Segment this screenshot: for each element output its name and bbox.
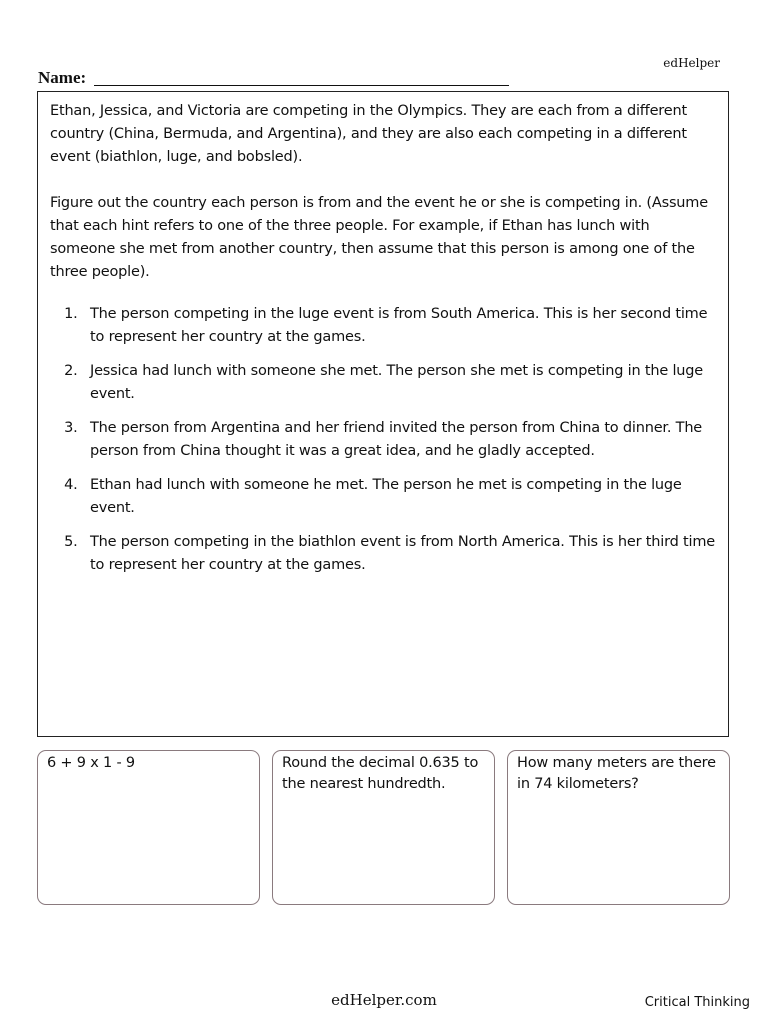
problem-text: 6 + 9 x 1 - 9 [47, 755, 135, 771]
problem-card-conversion [507, 750, 730, 905]
problem-card-rounding [272, 750, 495, 905]
problem-text: Round the decimal 0.635 to the nearest hundredth. [282, 755, 479, 792]
name-label: Name: [38, 68, 87, 87]
footer-site: edHelper.com [331, 991, 437, 1009]
hint-item: 5. The person competing in the biathlon event is from North America. This is her third time to represent her country at the games. [82, 531, 716, 577]
footer-category: Critical Thinking [644, 995, 750, 1010]
puzzle-instructions: Figure out the country each person is from and the event he or she is competing in. (Assume that each hint refers to one of the three people. For example, if Ethan has lunch with someone she met from another country, then assume that this person is among one of the three people). [50, 195, 708, 280]
name-field[interactable] [38, 68, 478, 90]
hint-item: 1. The person competing in the luge event is from South America. This is her second time to represent her country at the games. [82, 303, 716, 349]
name-line[interactable] [94, 85, 509, 86]
problem-card-arithmetic [37, 750, 260, 905]
puzzle-box [37, 91, 729, 737]
problem-text: How many meters are there in 74 kilometers? [517, 755, 716, 792]
hint-list [50, 303, 716, 577]
hint-item: 3. The person from Argentina and her friend invited the person from China to dinner. The person from China thought it was a great idea, and he gladly accepted. [82, 417, 716, 463]
hint-item: 2. Jessica had lunch with someone she met. The person she met is competing in the luge event. [82, 360, 716, 406]
hint-item: 4. Ethan had lunch with someone he met. The person he met is competing in the luge event. [82, 474, 716, 520]
brand-header: edHelper [663, 56, 720, 70]
puzzle-intro: Ethan, Jessica, and Victoria are competing in the Olympics. They are each from a different country (China, Bermuda, and Argentina), and they are also each competing in a different event (biathlon, luge, and bobsled). [50, 103, 687, 165]
